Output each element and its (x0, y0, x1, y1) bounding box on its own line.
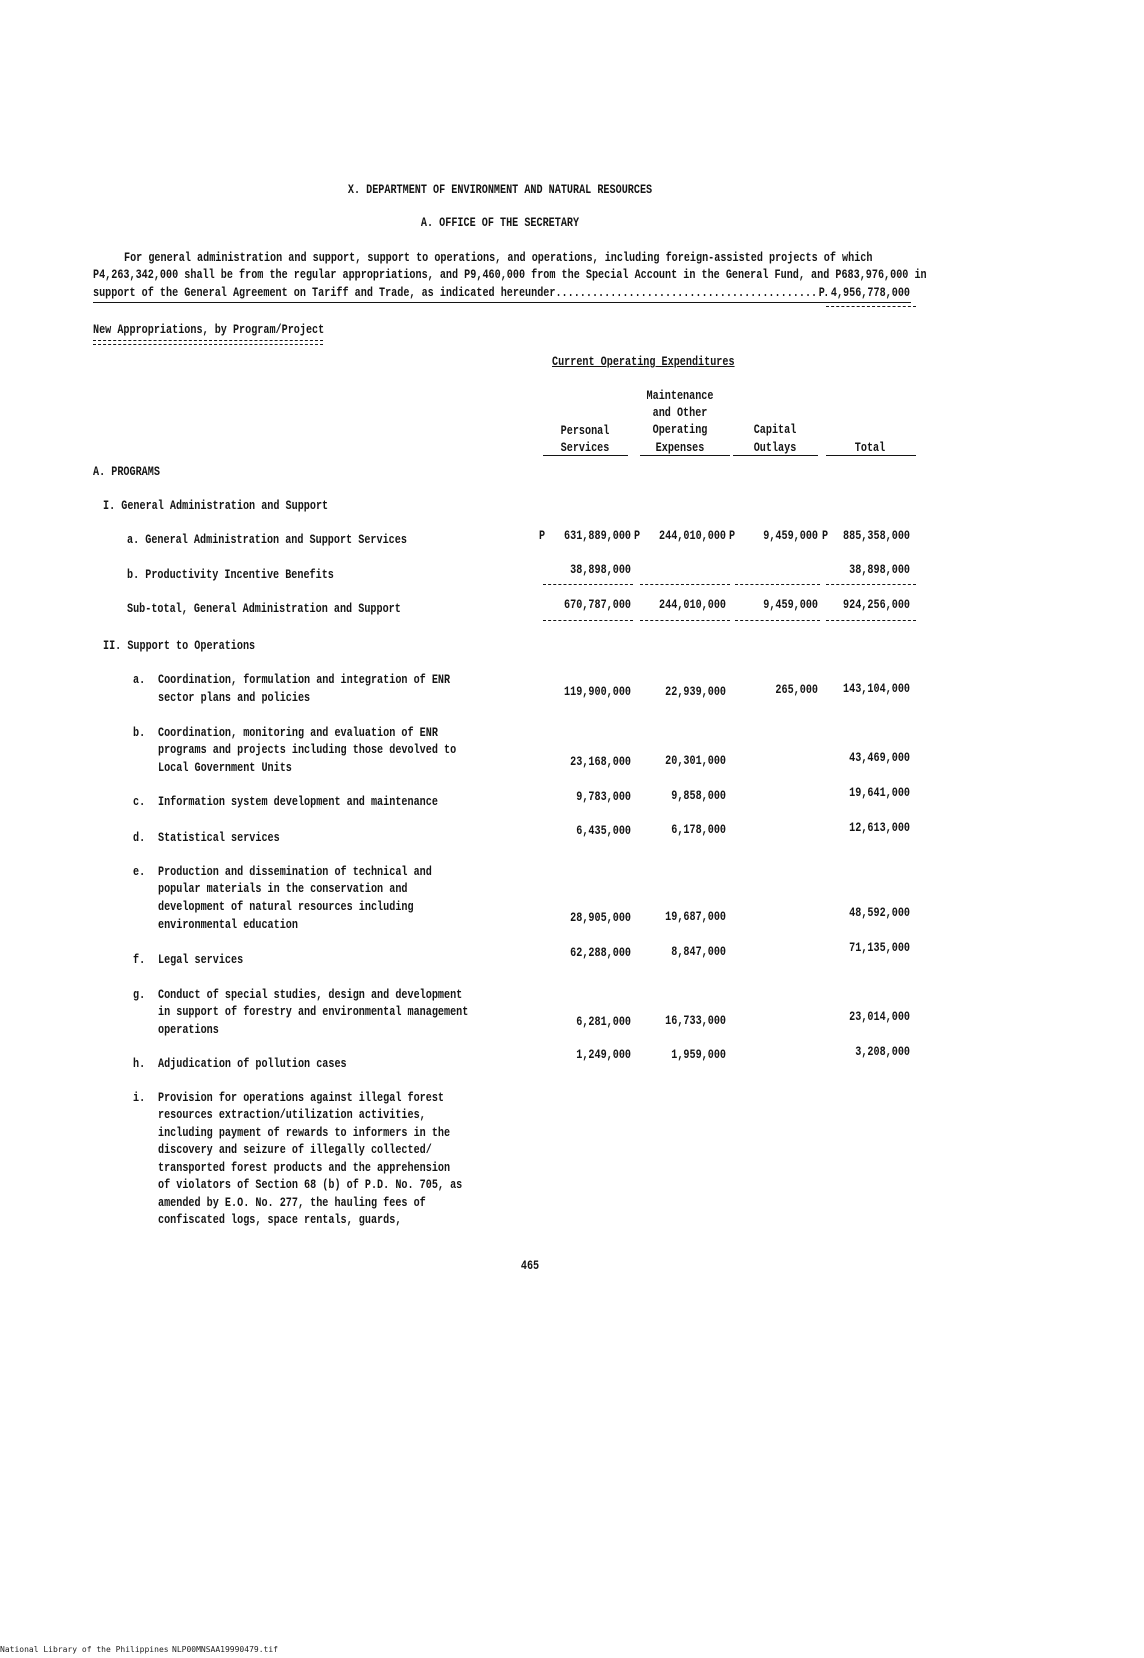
gas-subtotal-co: 9,459,000 (763, 597, 818, 612)
sto-g-letter: g. (133, 987, 146, 1002)
sto-c-line: Information system development and maintenance (158, 794, 438, 809)
sto-h-line: Adjudication of pollution cases (158, 1056, 347, 1071)
gas-item-b-label: b. Productivity Incentive Benefits (127, 567, 334, 582)
intro-total-rule (826, 306, 916, 307)
sto-i-line: discovery and seizure of illegally collected/ (158, 1142, 432, 1157)
sto-a-ps: 119,900,000 (564, 684, 631, 699)
sto-b-letter: b. (133, 725, 146, 740)
peso-sign: P (822, 528, 829, 543)
gas-item-a-label: a. General Administration and Support Services (127, 532, 407, 547)
department-title: X. DEPARTMENT OF ENVIRONMENT AND NATURAL RESOURCES (347, 182, 653, 197)
subtotal-rule (826, 584, 916, 585)
subtotal-rule (543, 584, 633, 585)
programs-heading: A. PROGRAMS (93, 464, 160, 479)
intro-line-2: P4,263,342,000 shall be from the regular appropriations, and P9,460,000 from the Special Account in the General Fund, and P683,976,000 in (93, 267, 927, 282)
col-mooe-line4: Expenses (655, 440, 705, 455)
sto-d-letter: d. (133, 830, 146, 845)
sto-g-line: operations (158, 1022, 219, 1037)
gas-a-co: 9,459,000 (763, 528, 818, 543)
sto-b-line: Coordination, monitoring and evaluation of ENR (158, 725, 438, 740)
sto-b-line: Local Government Units (158, 760, 292, 775)
peso-sign: P (634, 528, 641, 543)
sto-g-total: 23,014,000 (849, 1009, 910, 1024)
col-ps-line2: Services (560, 440, 610, 455)
gas-subtotal-mooe: 244,010,000 (659, 597, 726, 612)
gas-subtotal-label: Sub-total, General Administration and Support (127, 601, 401, 616)
gas-subtotal-total: 924,256,000 (843, 597, 910, 612)
subtotal-rule (735, 584, 820, 585)
sto-e-line: popular materials in the conservation and (158, 881, 408, 896)
sto-b-line: programs and projects including those devolved to (158, 742, 457, 757)
sto-i-letter: i. (133, 1090, 146, 1105)
subtotal-bottom-rule (735, 620, 820, 621)
sto-f-mooe: 8,847,000 (671, 944, 726, 959)
subtotal-bottom-rule (543, 620, 633, 621)
col-mooe-rule (640, 455, 730, 456)
gas-b-total: 38,898,000 (849, 562, 910, 577)
col-mooe-line1: Maintenance (646, 388, 714, 403)
section-title: New Appropriations, by Program/Project (93, 322, 325, 337)
col-co-line2: Outlays (753, 440, 797, 455)
sto-f-line: Legal services (158, 952, 244, 967)
sto-h-mooe: 1,959,000 (671, 1047, 726, 1062)
sto-a-line: sector plans and policies (158, 690, 311, 705)
sto-d-ps: 6,435,000 (576, 823, 631, 838)
intro-total: P 4,956,778,000 (818, 285, 910, 300)
gas-b-ps: 38,898,000 (570, 562, 631, 577)
peso-sign: P (539, 528, 546, 543)
sto-a-line: Coordination, formulation and integration of ENR (158, 672, 451, 687)
intro-line-3: support of the General Agreement on Tariff and Trade, as indicated hereunder............................................. (93, 285, 830, 300)
sto-f-total: 71,135,000 (849, 940, 910, 955)
sto-c-total: 19,641,000 (849, 785, 910, 800)
sto-g-ps: 6,281,000 (576, 1014, 631, 1029)
sto-e-total: 48,592,000 (849, 905, 910, 920)
gas-a-ps: 631,889,000 (564, 528, 631, 543)
sto-i-line: transported forest products and the apprehension (158, 1160, 451, 1175)
col-co-line1: Capital (753, 422, 797, 437)
sto-a-co: 265,000 (775, 682, 818, 697)
sto-h-total: 3,208,000 (855, 1044, 910, 1059)
intro-line-1: For general administration and support, support to operations, and operations, including foreign-assisted projects of which (124, 250, 873, 265)
sto-e-ps: 28,905,000 (570, 910, 631, 925)
subtotal-rule (640, 584, 730, 585)
sto-c-ps: 9,783,000 (576, 789, 631, 804)
col-ps-line1: Personal (560, 423, 610, 438)
sto-b-mooe: 20,301,000 (665, 753, 726, 768)
col-total: Total (854, 440, 886, 455)
intro-underline (93, 302, 911, 303)
office-title: A. OFFICE OF THE SECRETARY (420, 215, 580, 230)
sto-h-letter: h. (133, 1056, 146, 1071)
sto-d-line: Statistical services (158, 830, 280, 845)
col-total-rule (826, 455, 916, 456)
sto-a-letter: a. (133, 672, 146, 687)
sto-e-letter: e. (133, 864, 146, 879)
sto-i-line: including payment of rewards to informers in the (158, 1125, 451, 1140)
sto-d-total: 12,613,000 (849, 820, 910, 835)
gas-heading: I. General Administration and Support (103, 498, 329, 513)
sto-i-line: of violators of Section 68 (b) of P.D. No. 705, as (158, 1177, 463, 1192)
sto-a-total: 143,104,000 (843, 681, 910, 696)
peso-sign: P (729, 528, 736, 543)
section-title-rule (93, 340, 323, 345)
sto-g-line: Conduct of special studies, design and development (158, 987, 463, 1002)
col-co-rule (733, 455, 818, 456)
sto-b-ps: 23,168,000 (570, 754, 631, 769)
gas-subtotal-ps: 670,787,000 (564, 597, 631, 612)
sto-g-line: in support of forestry and environmental management (158, 1004, 469, 1019)
footer-file: NLP00MNSAA19990479.tif (172, 1645, 278, 1654)
sto-h-ps: 1,249,000 (576, 1047, 631, 1062)
page-number: 465 (520, 1258, 540, 1273)
sto-a-mooe: 22,939,000 (665, 684, 726, 699)
col-mooe-line3: Operating (652, 422, 708, 437)
sto-e-line: development of natural resources including (158, 899, 414, 914)
gas-a-mooe: 244,010,000 (659, 528, 726, 543)
sto-i-line: confiscated logs, space rentals, guards, (158, 1212, 402, 1227)
sto-e-mooe: 19,687,000 (665, 909, 726, 924)
col-mooe-line2: and Other (652, 405, 708, 420)
sto-f-ps: 62,288,000 (570, 945, 631, 960)
subtotal-bottom-rule (640, 620, 730, 621)
sto-e-line: Production and dissemination of technical and (158, 864, 432, 879)
subtotal-bottom-rule (826, 620, 916, 621)
sto-heading: II. Support to Operations (103, 638, 256, 653)
sto-f-letter: f. (133, 952, 146, 967)
sto-i-line: Provision for operations against illegal forest (158, 1090, 445, 1105)
column-group-header: Current Operating Expenditures (552, 354, 735, 369)
sto-c-letter: c. (133, 794, 146, 809)
col-ps-rule (543, 455, 628, 456)
sto-g-mooe: 16,733,000 (665, 1013, 726, 1028)
sto-i-line: amended by E.O. No. 277, the hauling fees of (158, 1195, 426, 1210)
gas-a-total: 885,358,000 (843, 528, 910, 543)
sto-d-mooe: 6,178,000 (671, 822, 726, 837)
sto-b-total: 43,469,000 (849, 750, 910, 765)
sto-i-line: resources extraction/utilization activities, (158, 1107, 426, 1122)
footer-library: National Library of the Philippines (0, 1645, 169, 1654)
sto-c-mooe: 9,858,000 (671, 788, 726, 803)
sto-e-line: environmental education (158, 917, 298, 932)
